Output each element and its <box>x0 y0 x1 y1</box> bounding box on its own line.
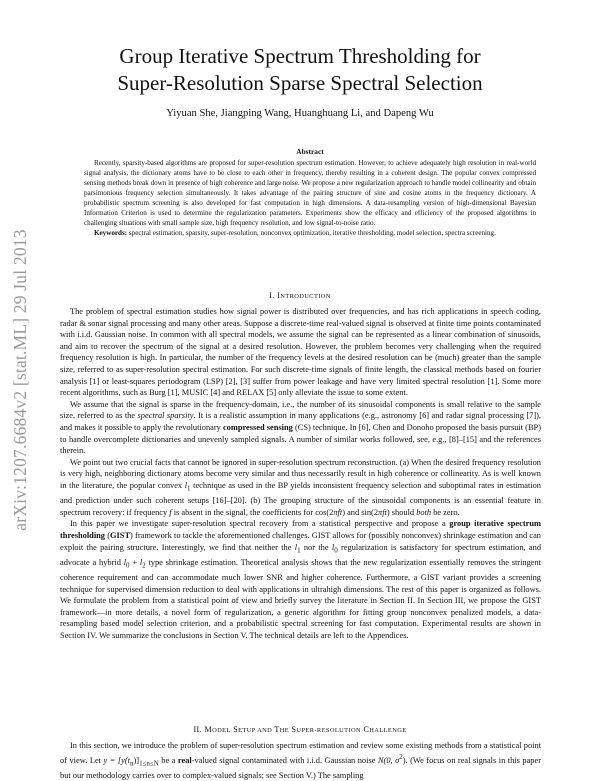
keywords-text: spectral estimation, sparsity, super-resolution, nonconvex optimization, iterative thresholding, model selection, spectra screening. <box>128 229 496 237</box>
introduction-body <box>60 306 541 642</box>
intro-paragraph-2: We assume that the signal is sparse in the frequency-domain, i.e., the number of its sinusoidal components is small relative to the sample size, referred to as the spectral sparsity. It is a realistic assumption in many applications (e.g., astronomy [6] and radar signal processing [7]), and makes it possible to apply the revolutionary compressed sensing (CS) technique. In [6], Chen and Donoho proposed the basis pursuit (BP) to handle overcomplete dictionaries and unevenly sampled signals. A number of similar works followed, see, e.g., [8]–[15] and the references therein. <box>60 399 541 456</box>
intro-paragraph-3: We point out two crucial facts that cannot be ignored in super-resolution spectrum reconstruction. (a) When the desired frequency resolution is very high, neighboring dictionary atoms become very similar and thus necessarily result in high coherence or collinearity. As is well known in the literature, the popular convex $l_1$ technique as used in the BP yields inconsistent frequency selection and suboptimal rates in estimation and prediction under such coherent setups [16]–[20]. (b) The grouping structure of the sinusoidal components is an essential feature in spectrum recovery: if frequency f is absent in the signal, the coefficients for cos(2πft) and sin(2πft) should both be zero. <box>60 457 541 517</box>
model-setup-paragraph-1: In this section, we introduce the problem of super-resolution spectrum estimation and review some existing methods from a statistical point of view. Let $y = [y(t_n)]_{1\le n\le N}$ be a real-valued signal contaminated with i.i.d. Gaussian noise N(0, $\sigma^2$). (We focus on real signals in this paper but our methodology carries over to complex-valued signals; see Section V.) The sampling <box>60 741 541 780</box>
title-line-1: Group Iterative Spectrum Thresholding for <box>119 44 481 68</box>
intro-paragraph-1: The problem of spectral estimation studies how signal power is distributed over frequencies, and has rich applications in speech coding, radar & sonar signal processing and many other areas. Suppose a discrete-time real-valued signal is observed at finite time points contaminated with i.i.d. Gaussian noise. In common with all spectral models, we assume the signal can be represented as a linear combination of sinusoids, and aim to recover the spectrum of the signal at a desired resolution. However, the problem becomes very challenging when the required frequency resolution is high. In particular, the number of the frequency levels at the desired resolution can be (much) greater than the sample size, referred to as super-resolution spectral estimation. For such discrete-time signals of finite length, the classical methods based on fourier analysis [1] or least-squares periodogram (LSP) [2], [3] suffer from power leakage and have very limited spectral resolution [1]. Some more recent algorithms, such as Burg [1], MUSIC [4] and RELAX [5] only alleviate the issue to some extent. <box>60 307 541 398</box>
intro-paragraph-4: In this paper we investigate super-resolution spectral recovery from a statistical perspective and propose a group iterative spectrum thresholding (GIST) framework to tackle the aforementioned challenges. GIST allows for (possibly nonconvex) shrinkage estimation and can exploit the pairing structure. Interestingly, we find that neither the $l_1$ nor the $l_0$ regularization is satisfactory for spectrum estimation, and advocate a hybrid $l_0 + l_2$ type shrinkage estimation. Theoretical analysis shows that the new regularization essentially removes the stringent coherence requirement and can accommodate much lower SNR and higher coherence. Furthermore, a GIST variant provides a screening technique for supervised dimension reduction to deal with applications in ultrahigh dimensions. The rest of this paper is organized as follows. We formulate the problem from a statistical point of view and briefly survey the literature in Section II. In Section III, we propose the GIST framework—in more details, a novel form of regularization, a generic algorithm for fitting group nonconvex penalized models, a data-resampling based model selection criterion, and a probabilistic spectral screening for fast computation. Experimental results are shown in Section IV. We summarize the conclusions in Section V. The technical details are left to the Appendices. <box>60 519 542 641</box>
arxiv-identifier: arXiv:1207.6684v2 [stat.ML] 29 Jul 2013 <box>10 229 30 531</box>
paper-title <box>60 43 540 97</box>
section-heading-introduction: I. INTRODUCTION <box>269 291 331 300</box>
keywords-label: Keywords: <box>94 229 128 237</box>
author-list: Yiyuan She, Jiangping Wang, Huanghuang Li, and Dapeng Wu <box>166 108 434 119</box>
abstract-heading: Abstract <box>296 147 324 156</box>
section-heading-model-setup: II. MODEL SETUP AND THE SUPER-RESOLUTION CHALLENGE <box>193 725 407 734</box>
abstract-text: Recently, sparsity-based algorithms are proposed for super-resolution spectrum estimation. However, to achieve adequately high resolution in real-world signal analysis, the dictionary atoms have to be close to each other in frequency, thereby resulting in a coherent design. The popular convex compressed sensing methods break down in presence of high coherence and large noise. We propose a new regularization approach to handle model collinearity and obtain parsimonious frequency selection simultaneously. It takes advantage of the pairing structure of sine and cosine atoms in the frequency dictionary. A probabilistic spectrum screening is also developed for fast computation in high dimensions. A data-resampling version of high-dimensional Bayesian Information Criterion is used to determine the regularization parameters. Experiments show the efficacy and efficiency of the proposed algorithms in challenging situations with small sample size, high frequency resolution, and low signal-to-noise ratio. <box>84 159 536 227</box>
model-setup-body <box>60 740 541 781</box>
title-line-2: Super-Resolution Sparse Spectral Selection <box>117 71 483 95</box>
keywords <box>84 228 536 238</box>
abstract <box>84 147 536 238</box>
